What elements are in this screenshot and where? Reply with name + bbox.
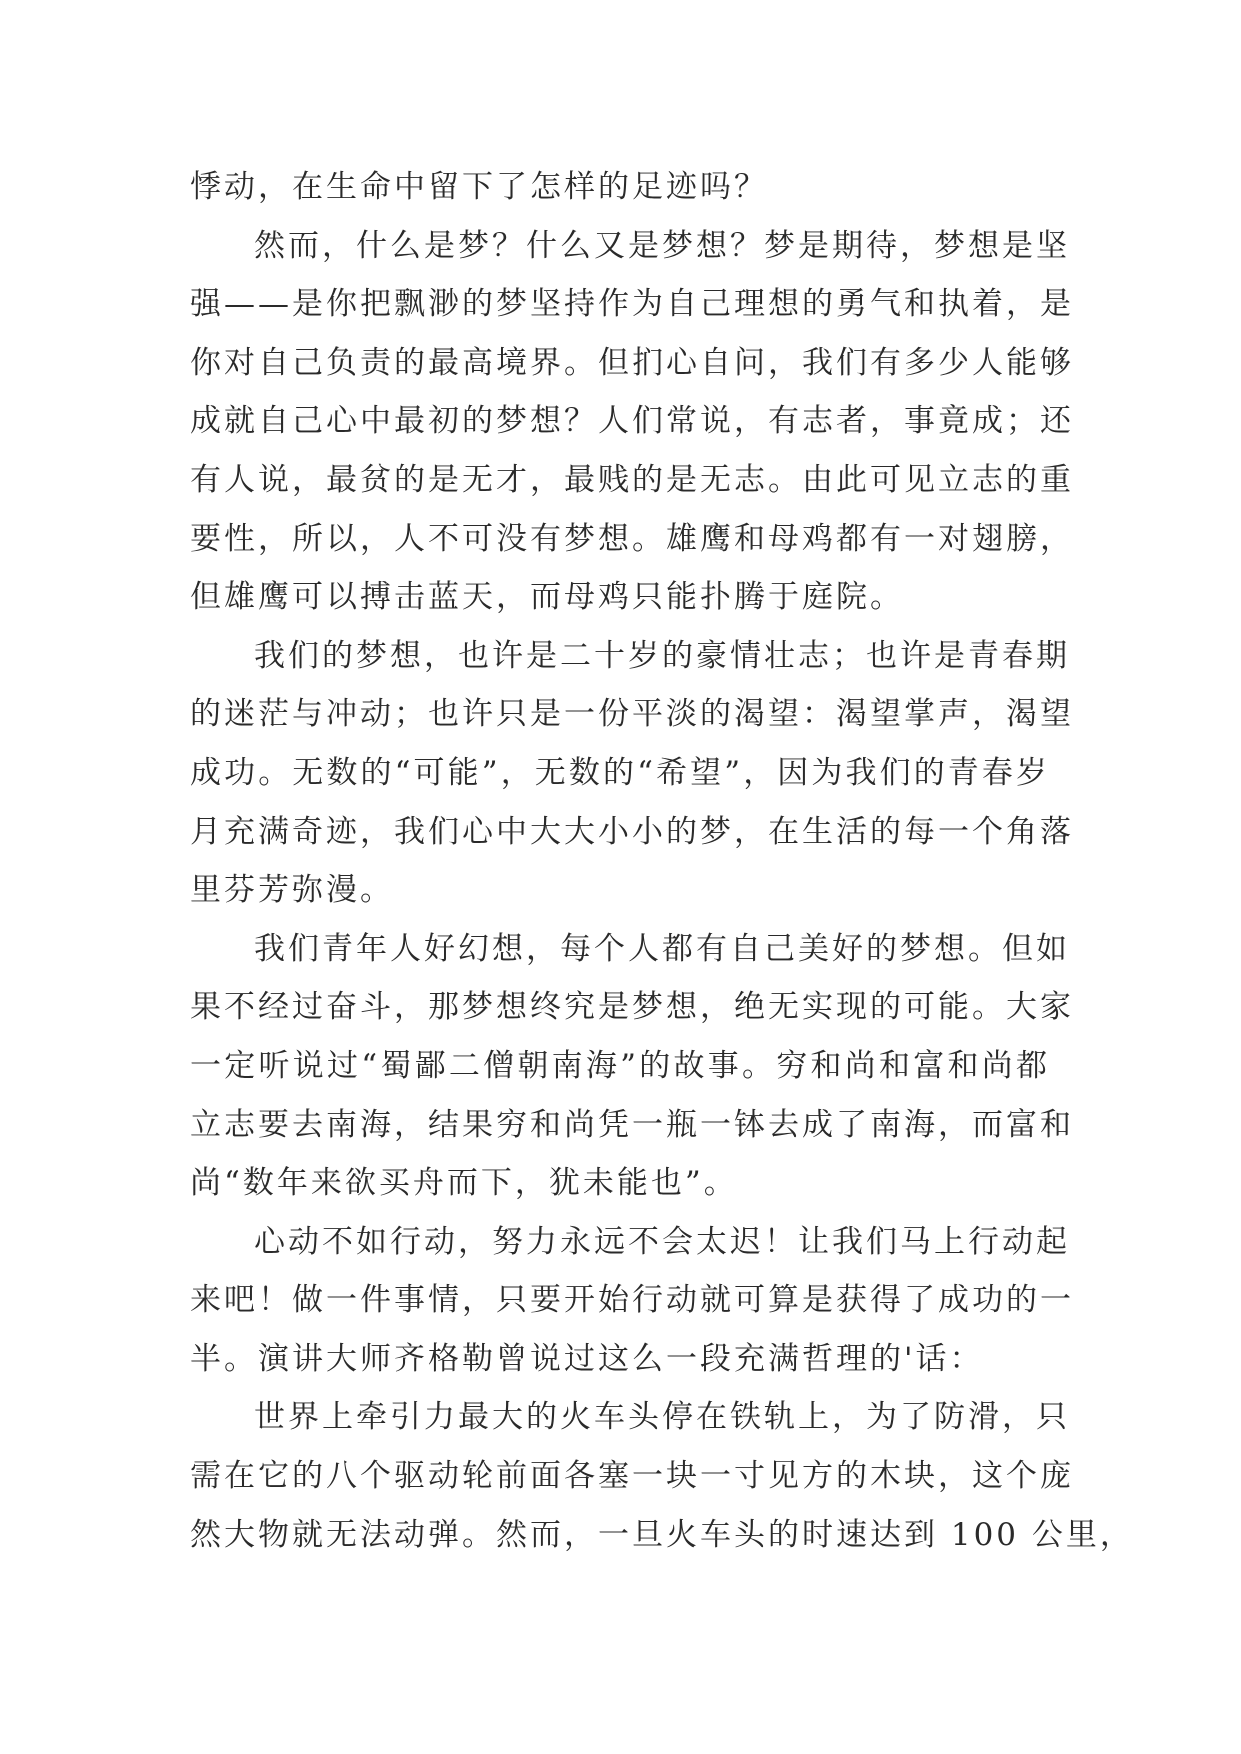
text-line: 月充满奇迹，我们心中大大小小的梦，在生活的每一个角落 [190, 813, 1074, 850]
text-line: 来吧！做一件事情，只要开始行动就可算是获得了成功的一 [190, 1282, 1074, 1319]
text-line: 尚“数年来欲买舟而下，犹未能也”。 [190, 1165, 738, 1202]
text-line: 果不经过奋斗，那梦想终究是梦想，绝无实现的可能。大家 [190, 989, 1074, 1026]
text-line: 里芬芳弥漫。 [190, 872, 394, 909]
text-line: 成就自己心中最初的梦想？人们常说，有志者，事竟成；还 [190, 403, 1074, 440]
text-line: 我们的梦想，也许是二十岁的豪情壮志；也许是青春期 [254, 637, 1070, 674]
text-line: 然而，什么是梦？什么又是梦想？梦是期待，梦想是坚 [254, 227, 1070, 264]
text-line: 成功。无数的“可能”，无数的“希望”，因为我们的青春岁 [190, 754, 1050, 791]
text-line: 你对自己负责的最高境界。但扪心自问，我们有多少人能够 [190, 344, 1074, 381]
text-line: 世界上牵引力最大的火车头停在铁轨上，为了防滑，只 [254, 1399, 1070, 1436]
text-line: 半。演讲大师齐格勒曾说过这么一段充满哲理的'话： [190, 1340, 984, 1377]
text-line: 但雄鹰可以搏击蓝天，而母鸡只能扑腾于庭院。 [190, 579, 904, 616]
text-line: 心动不如行动，努力永远不会太迟！让我们马上行动起 [254, 1223, 1070, 1260]
text-line: 悸动，在生命中留下了怎样的足迹吗？ [190, 169, 768, 205]
text-line: 需在它的八个驱动轮前面各塞一块一寸见方的木块，这个庞 [190, 1458, 1074, 1495]
text-line: 我们青年人好幻想，每个人都有自己美好的梦想。但如 [254, 930, 1070, 967]
text-line: 然大物就无法动弹。然而，一旦火车头的时速达到 100 公里， [190, 1516, 1134, 1553]
text-line: 有人说，最贫的是无才，最贱的是无志。由此可见立志的重 [190, 461, 1074, 498]
text-line: 立志要去南海，结果穷和尚凭一瓶一钵去成了南海，而富和 [190, 1106, 1074, 1143]
text-line: 要性，所以，人不可没有梦想。雄鹰和母鸡都有一对翅膀， [190, 520, 1074, 557]
text-line: 一定听说过“蜀鄙二僧朝南海”的故事。穷和尚和富和尚都 [190, 1047, 1050, 1084]
text-line: 的迷茫与冲动；也许只是一份平淡的渴望：渴望掌声，渴望 [190, 696, 1074, 733]
text-line: 强——是你把飘渺的梦坚持作为自己理想的勇气和执着，是 [190, 286, 1074, 323]
body-text [190, 158, 1134, 1564]
